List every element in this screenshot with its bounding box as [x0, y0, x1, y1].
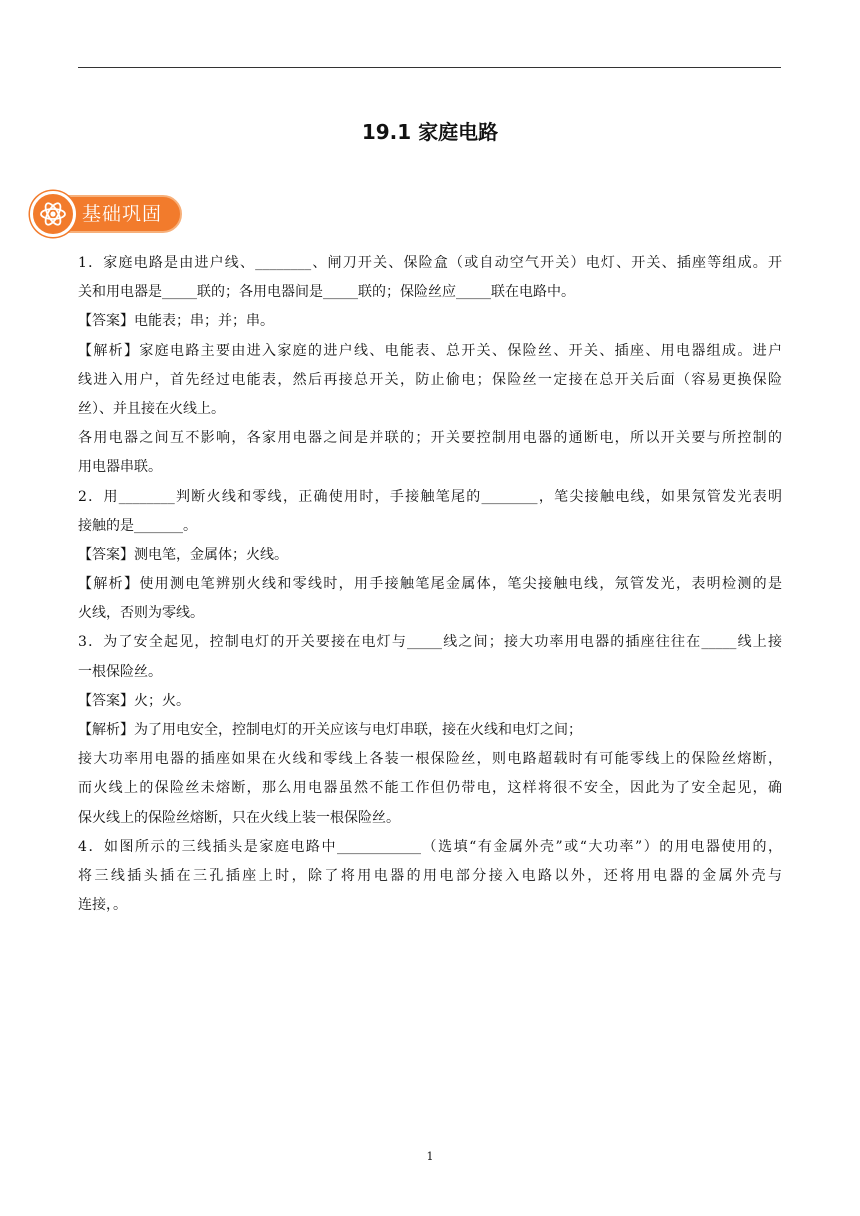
page-title: 19.1 家庭电路 — [361, 120, 499, 144]
text-line: 【答案】测电笔，金属体；火线。 — [78, 546, 288, 563]
text-line: 【解析】家庭电路主要由进入家庭的进户线、电能表、总开关、保险丝、开关、插座、用电器组成。进户 — [78, 342, 782, 359]
text-line: 将三线插头插在三孔插座上时，除了将用电器的用电部分接入电路以外，还将用电器的金属外壳与 — [78, 867, 782, 884]
text-line: 【答案】电能表；串；并；串。 — [78, 313, 274, 330]
text-line: 2．用________判断火线和零线，正确使用时，手接触笔尾的________，笔尖接触电线，如果氖管发光表明 — [78, 488, 782, 505]
text-line: 4．如图所示的三线插头是家庭电路中____________（选填“有金属外壳”或“大功率”）的用电器使用的， — [78, 838, 782, 855]
text-line: 3．为了安全起见，控制电灯的开关要接在电灯与_____线之间；接大功率用电器的插座往往在_____线上接 — [78, 634, 782, 651]
text-line: 关和用电器是_____联的；各用电器间是_____联的；保险丝应_____联在电路中。 — [78, 284, 575, 301]
text-line: 【答案】火；火。 — [78, 692, 190, 709]
section-banner — [30, 191, 184, 237]
text-line: 【解析】为了用电安全，控制电灯的开关应该与电灯串联，接在火线和电灯之间； — [78, 722, 582, 738]
text-line: 用电器串联。 — [78, 459, 162, 476]
atom-icon — [30, 191, 76, 237]
text-line: 【解析】使用测电笔辨别火线和零线时，用手接触笔尾金属体，笔尖接触电线，氖管发光，表明检测的是 — [78, 576, 782, 593]
text-line: 1．家庭电路是由进户线、________、闸刀开关、保险盒（或自动空气开关）电灯、开关、插座等组成。开 — [78, 255, 782, 271]
text-line: 接大功率用电器的插座如果在火线和零线上各装一根保险丝，则电路超载时有可能零线上的保险丝熔断， — [78, 751, 782, 768]
banner-label: 基础巩固 — [82, 203, 163, 225]
document-body — [78, 249, 782, 920]
page-number: 1 — [426, 1150, 434, 1163]
text-line: 保火线上的保险丝熔断，只在火线上装一根保险丝。 — [78, 809, 400, 826]
text-line: 接触的是_______。 — [78, 517, 197, 534]
header-rule — [78, 67, 781, 68]
text-line: 连接，。 — [78, 897, 127, 914]
text-line: 一根保险丝。 — [78, 663, 162, 680]
text-line: 而火线上的保险丝未熔断，那么用电器虽然不能工作但仍带电，这样将很不安全，因此为了安全起见，确 — [78, 780, 782, 797]
text-line: 线进入用户，首先经过电能表，然后再接总开关，防止偷电；保险丝一定接在总开关后面（容易更换保险 — [78, 371, 782, 388]
text-line: 火线，否则为零线。 — [78, 605, 204, 622]
text-line: 各用电器之间互不影响，各家用电器之间是并联的；开关要控制用电器的通断电，所以开关要与所控制的 — [78, 430, 782, 447]
text-line: 丝）、并且接在火线上。 — [78, 400, 225, 417]
